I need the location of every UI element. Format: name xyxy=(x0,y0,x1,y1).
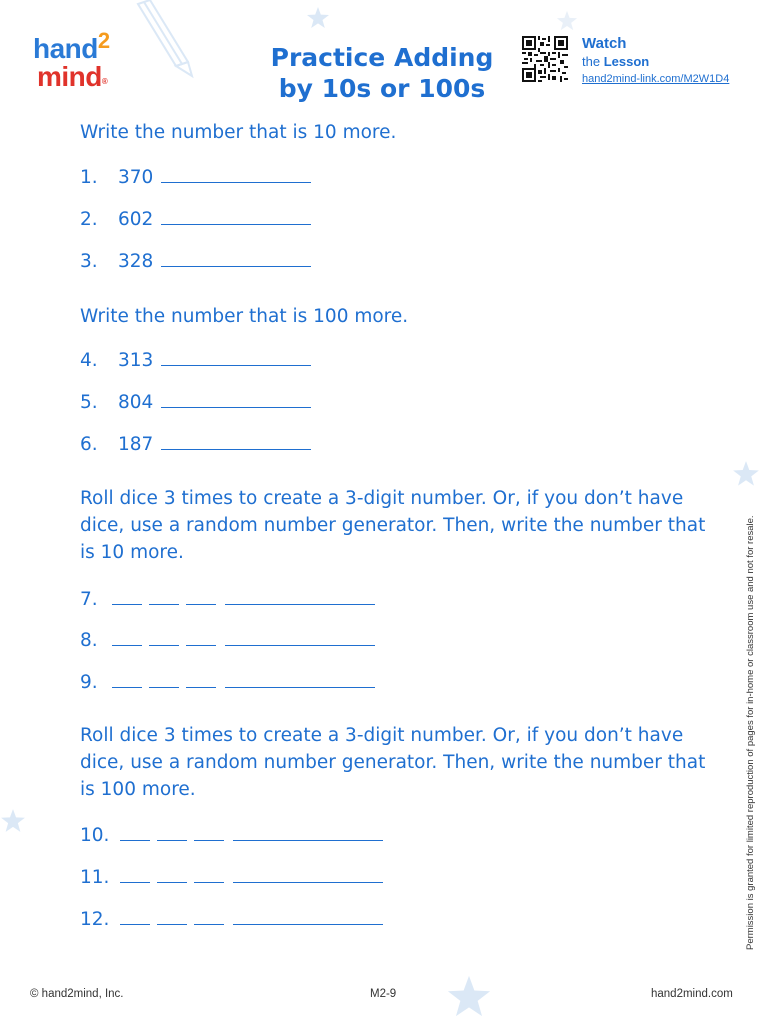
answer-blank[interactable] xyxy=(233,906,383,925)
problem-number: 1. xyxy=(80,167,98,188)
digit-blank[interactable] xyxy=(149,669,179,688)
star-decoration-icon xyxy=(556,10,578,32)
answer-blank[interactable] xyxy=(225,586,375,605)
section-4-instruction: Roll dice 3 times to create a 3-digit number. Or, if you don’t have dice, use a random number generator. Then, write the number that is 100 more. xyxy=(80,725,706,800)
digit-blank[interactable] xyxy=(186,669,216,688)
permission-notice: Permission is granted for limited reproduction of pages for in-home or classroom use and not for resale. xyxy=(745,515,756,950)
problem-10 xyxy=(80,822,383,848)
problem-4 xyxy=(80,347,311,373)
answer-blank[interactable] xyxy=(161,164,311,183)
footer-page-code: M2-9 xyxy=(370,988,397,1000)
problem-5 xyxy=(80,389,311,415)
problem-number: 3. xyxy=(80,251,98,272)
star-decoration-icon xyxy=(446,974,492,1020)
watch-lesson-text: Lesson xyxy=(603,54,650,69)
digit-blank[interactable] xyxy=(194,822,224,841)
problem-number: 4. xyxy=(80,350,98,371)
problem-number: 10. xyxy=(80,825,110,846)
digit-blank[interactable] xyxy=(186,586,216,605)
star-decoration-icon xyxy=(306,6,330,30)
answer-blank[interactable] xyxy=(161,248,311,267)
section-2-instruction: Write the number that is 100 more. xyxy=(80,306,409,327)
problem-number: 7. xyxy=(80,589,98,610)
qr-code-icon[interactable] xyxy=(522,36,568,82)
problem-2 xyxy=(80,206,311,232)
problem-11 xyxy=(80,864,383,890)
pencil-decoration-icon xyxy=(130,0,200,80)
digit-blank[interactable] xyxy=(120,864,150,883)
star-decoration-icon xyxy=(732,460,760,488)
answer-blank[interactable] xyxy=(161,347,311,366)
logo-text-hand: hand xyxy=(33,33,98,64)
answer-blank[interactable] xyxy=(161,431,311,450)
problem-12 xyxy=(80,906,383,932)
digit-blank[interactable] xyxy=(149,627,179,646)
problem-number: 11. xyxy=(80,867,110,888)
digit-blank[interactable] xyxy=(112,627,142,646)
digit-blank[interactable] xyxy=(157,906,187,925)
problem-9 xyxy=(80,669,375,695)
section-3-instruction: Roll dice 3 times to create a 3-digit number. Or, if you don’t have dice, use a random number generator. Then, write the number that is 10 more. xyxy=(80,488,706,563)
watch-label: Watch xyxy=(582,35,627,52)
star-decoration-icon xyxy=(0,808,26,834)
answer-blank[interactable] xyxy=(233,822,383,841)
problem-8 xyxy=(80,627,375,653)
page-title xyxy=(262,42,502,104)
digit-blank[interactable] xyxy=(120,822,150,841)
section-1-instruction: Write the number that is 10 more. xyxy=(80,122,397,143)
digit-blank[interactable] xyxy=(112,586,142,605)
answer-blank[interactable] xyxy=(225,669,375,688)
problem-value: 602 xyxy=(118,209,154,230)
answer-blank[interactable] xyxy=(161,389,311,408)
digit-blank[interactable] xyxy=(157,864,187,883)
lesson-link[interactable]: hand2mind-link.com/M2W1D4 xyxy=(582,73,730,85)
problem-3 xyxy=(80,248,311,274)
hand2mind-logo xyxy=(33,28,110,97)
footer-copyright: © hand2mind, Inc. xyxy=(30,988,124,1000)
digit-blank[interactable] xyxy=(112,669,142,688)
answer-blank[interactable] xyxy=(225,627,375,646)
problem-7 xyxy=(80,586,375,612)
logo-text-two: 2 xyxy=(97,28,110,53)
digit-blank[interactable] xyxy=(149,586,179,605)
problem-value: 328 xyxy=(118,251,154,272)
problem-value: 187 xyxy=(118,434,154,455)
digit-blank[interactable] xyxy=(120,906,150,925)
digit-blank[interactable] xyxy=(157,822,187,841)
problem-number: 8. xyxy=(80,630,98,651)
problem-number: 2. xyxy=(80,209,98,230)
logo-text-mind: mind xyxy=(37,61,102,92)
problem-number: 12. xyxy=(80,909,110,930)
problem-1 xyxy=(80,164,311,190)
problem-number: 5. xyxy=(80,392,98,413)
logo-registered-mark: ® xyxy=(101,77,108,86)
title-line-2: by 10s or 100s xyxy=(278,74,486,103)
digit-blank[interactable] xyxy=(186,627,216,646)
watch-the-text: the xyxy=(582,54,601,69)
problem-value: 370 xyxy=(118,167,154,188)
title-line-1: Practice Adding xyxy=(270,43,494,72)
footer-site[interactable]: hand2mind.com xyxy=(651,988,733,1000)
problem-value: 313 xyxy=(118,350,154,371)
digit-blank[interactable] xyxy=(194,864,224,883)
problem-number: 6. xyxy=(80,434,98,455)
problem-value: 804 xyxy=(118,392,154,413)
watch-lesson-block xyxy=(582,35,729,87)
digit-blank[interactable] xyxy=(194,906,224,925)
problem-number: 9. xyxy=(80,672,98,693)
answer-blank[interactable] xyxy=(161,206,311,225)
problem-6 xyxy=(80,431,311,457)
answer-blank[interactable] xyxy=(233,864,383,883)
